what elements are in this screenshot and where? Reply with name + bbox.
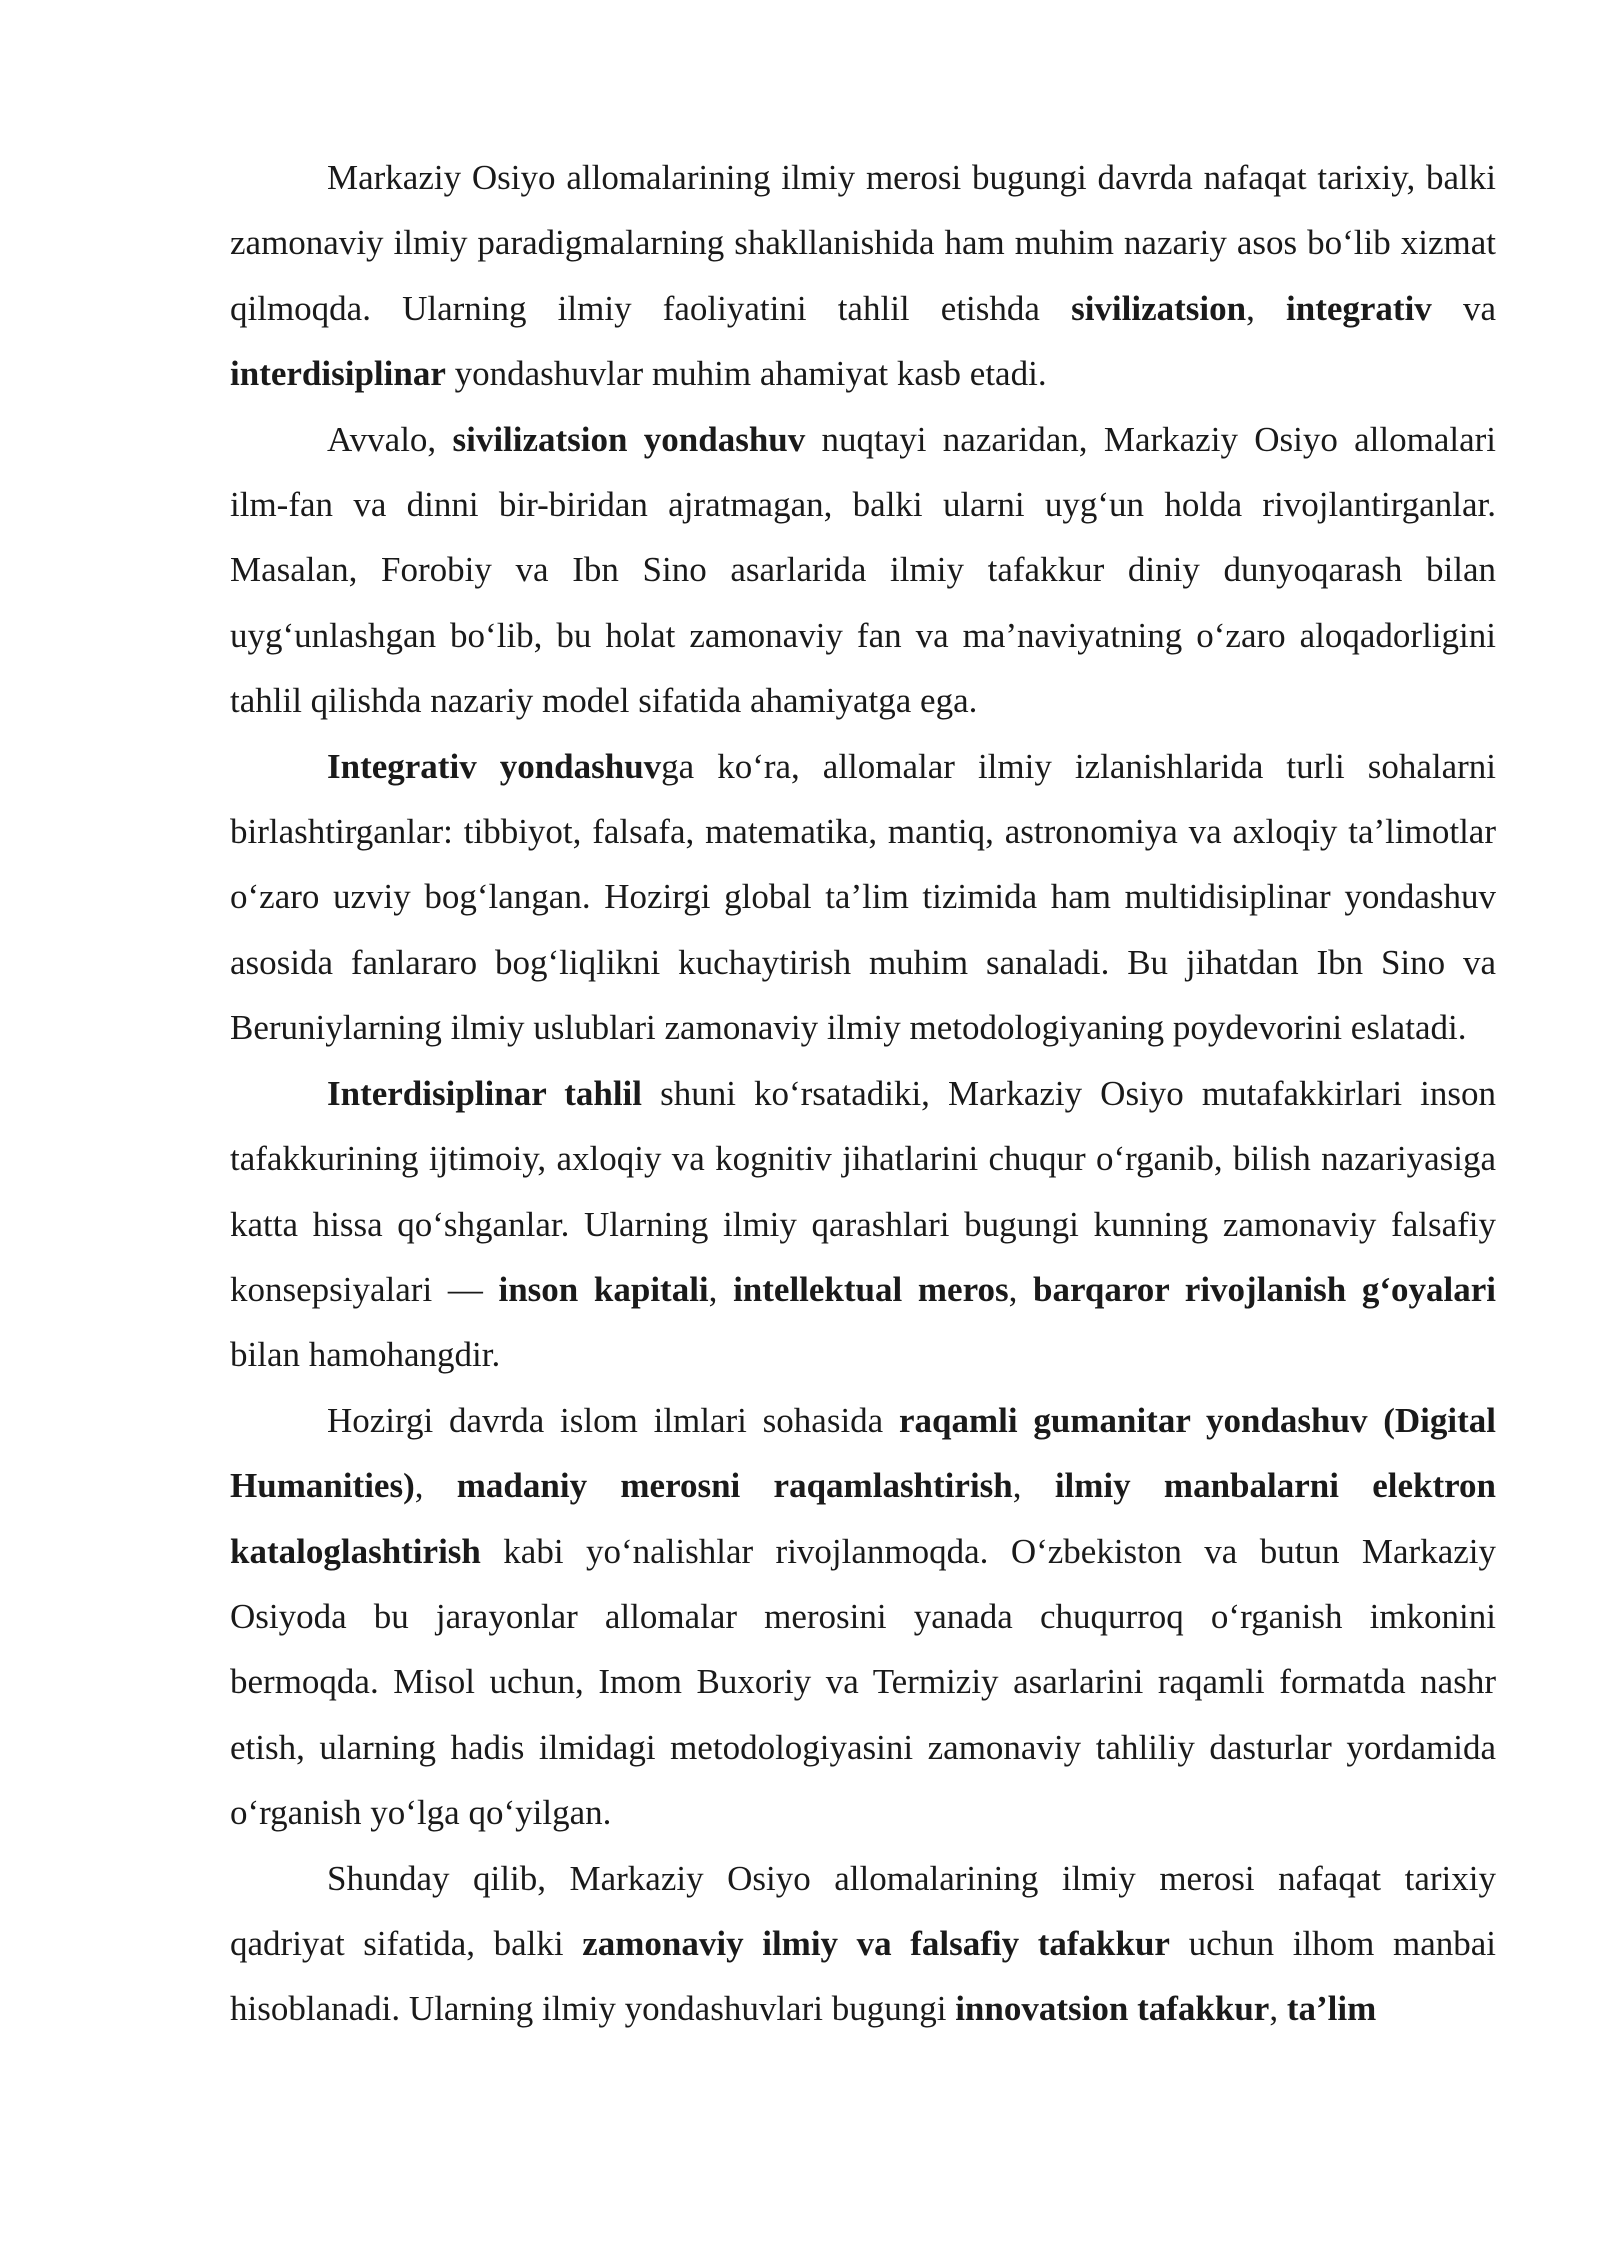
bold-term: intellektual meros xyxy=(733,1269,1009,1309)
bold-term: inson kapitali xyxy=(498,1269,709,1309)
bold-term: sivilizatsion yondashuv xyxy=(452,419,806,459)
bold-term: ilmiy manbalarni elektron kataloglashtirish xyxy=(230,1466,1497,1571)
text-run: , xyxy=(414,1466,457,1506)
text-run: , xyxy=(708,1269,734,1309)
paragraph-4 xyxy=(230,1061,1496,1388)
text-run: shuni ko‘rsatadiki, Markaziy Osiyo mutafakkirlari inson tafakkurining ijtimoiy, axloqiy va kognitiv jihatlarini chuqur o‘rganib, bilish nazariyasiga katta hissa qo‘shganlar. Ularning ilmiy qarashlari bugungi kunning zamonaviy falsafiy konsepsiyalari — xyxy=(230,1073,1496,1309)
text-run: bilan hamohangdir. xyxy=(230,1335,501,1375)
bold-term: integrativ xyxy=(1286,288,1432,328)
bold-term: Interdisiplinar tahlil xyxy=(327,1073,642,1113)
bold-term: barqaror rivojlanish g‘oyalari xyxy=(1033,1269,1496,1309)
text-run: Avvalo, xyxy=(327,419,453,459)
text-run: , xyxy=(1012,1466,1055,1506)
bold-term: interdisiplinar xyxy=(230,354,446,394)
text-run: , xyxy=(1269,1989,1287,2029)
text-run: , xyxy=(1246,288,1287,328)
text-run: yondashuvlar muhim ahamiyat kasb etadi. xyxy=(445,354,1047,394)
bold-term: ta’lim xyxy=(1286,1989,1377,2029)
document-page xyxy=(230,145,1496,2042)
text-run: kabi yo‘nalishlar rivojlanmoqda. O‘zbekiston va butun Markaziy Osiyoda bu jarayonlar allomalar merosini yanada chuqurroq o‘rganish imkonini bermoqda. Misol uchun, Imom Buxoriy va Termiziy asarlarini raqamli formatda nashr etish, ularning hadis ilmidagi metodologiyasini zamonaviy tahliliy dasturlar yordamida o‘rganish yo‘lga qo‘yilgan. xyxy=(230,1531,1496,1833)
bold-term: sivilizatsion xyxy=(1071,288,1247,328)
text-run: va xyxy=(1431,288,1496,328)
text-run: Markaziy Osiyo allomalarining ilmiy merosi bugungi davrda nafaqat tarixiy, balki zamonaviy ilmiy paradigmalarning shakllanishida ham muhim nazariy asos bo‘lib xizmat qilmoqda. Ularning ilmiy faoliyatini tahlil etishda xyxy=(230,158,1496,328)
paragraph-5 xyxy=(230,1388,1496,1846)
text-run: ga ko‘ra, allomalar ilmiy izlanishlarida turli sohalarni birlashtirganlar: tibbiyot, falsafa, matematika, mantiq, astronomiya va axloqiy ta’limotlar o‘zaro uzviy bog‘langan. Hozirgi global ta’lim tizimida ham multidisiplinar yondashuv asosida fanlararo bog‘liqlikni kuchaytirish muhim sanaladi. Bu jihatdan Ibn Sino va Beruniylarning ilmiy uslublari zamonaviy ilmiy metodologiyaning poydevorini eslatadi. xyxy=(230,746,1496,1048)
bold-term: madaniy merosni raqamlashtirish xyxy=(456,1466,1013,1506)
text-run: Shunday qilib, Markaziy Osiyo allomalarining ilmiy merosi nafaqat tarixiy qadriyat sifatida, balki xyxy=(230,1858,1496,1963)
bold-term: innovatsion tafakkur xyxy=(955,1989,1270,2029)
paragraph-6 xyxy=(230,1846,1496,2042)
bold-term: Integrativ yondashuv xyxy=(327,746,662,786)
bold-term: raqamli gumanitar yondashuv (Digital Humanities) xyxy=(230,1400,1496,1506)
text-run: , xyxy=(1008,1269,1034,1309)
paragraph-3 xyxy=(230,734,1496,1061)
text-run: nuqtayi nazaridan, Markaziy Osiyo allomalari ilm-fan va dinni bir-biridan ajratmagan, balki ularni uyg‘un holda rivojlantirganlar. Masalan, Forobiy va Ibn Sino asarlarida ilmiy tafakkur diniy dunyoqarash bilan uyg‘unlashgan bo‘lib, bu holat zamonaviy fan va ma’naviyatning o‘zaro aloqadorligini tahlil qilishda nazariy model sifatida ahamiyatga ega. xyxy=(230,419,1497,721)
text-run: uchun ilhom manbai hisoblanadi. Ularning ilmiy yondashuvlari bugungi xyxy=(230,1923,1496,2029)
paragraph-1 xyxy=(230,145,1496,407)
bold-term: zamonaviy ilmiy va falsafiy tafakkur xyxy=(582,1923,1170,1963)
text-run: Hozirgi davrda islom ilmlari sohasida xyxy=(327,1400,899,1440)
paragraph-2 xyxy=(230,407,1496,734)
